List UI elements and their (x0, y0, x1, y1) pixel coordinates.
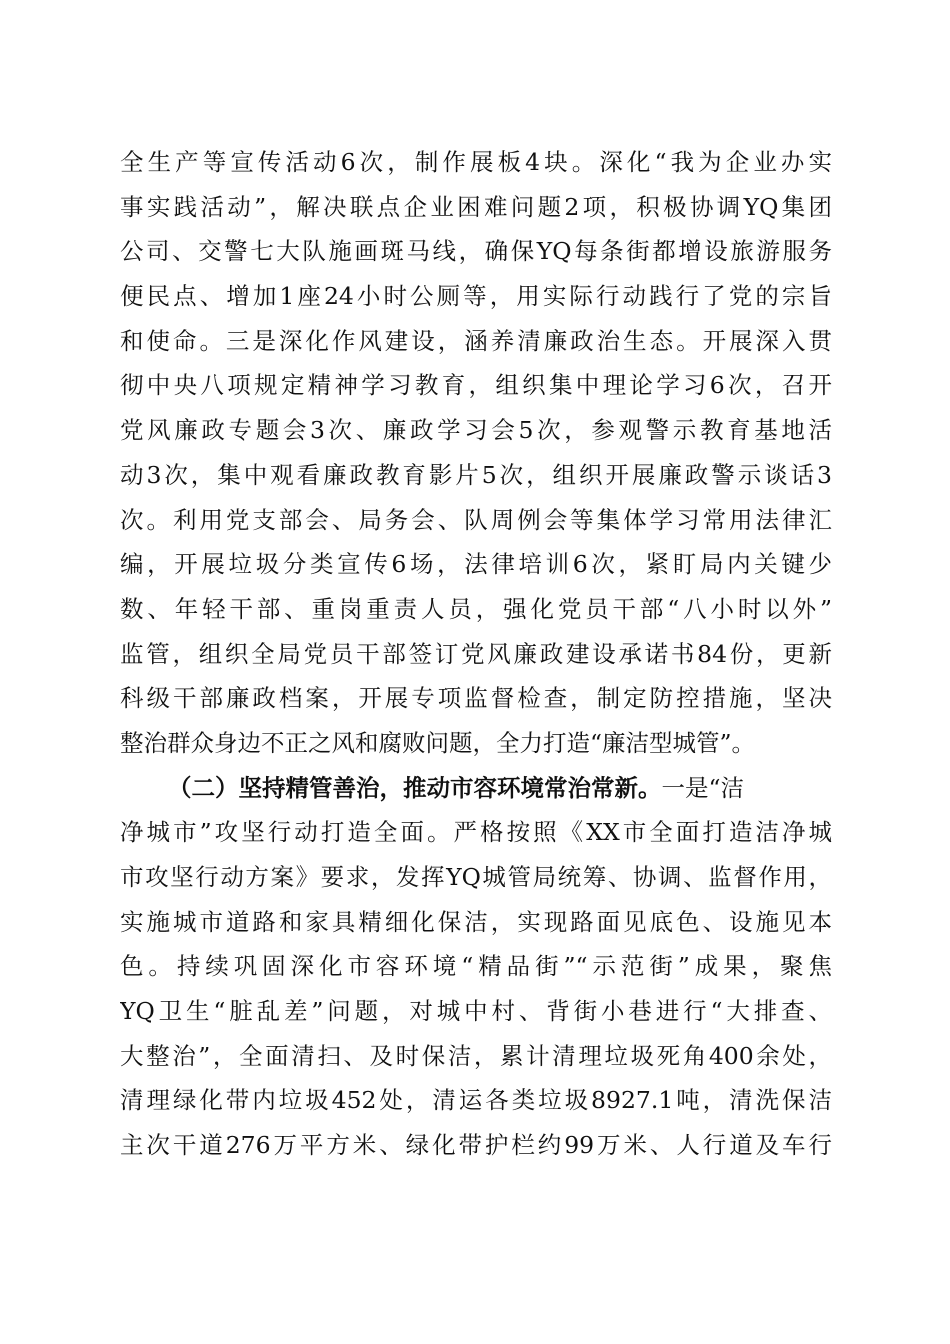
paragraph-line: 科级干部廉政档案，开展专项监督检查，制定防控措施，坚决 (120, 684, 832, 713)
paragraph-line: 市攻坚行动方案》要求，发挥YQ城管局统筹、协调、监督作用， (120, 863, 832, 891)
paragraph-line: 数、年轻干部、重岗重责人员，强化党员干部“八小时以外” (120, 594, 832, 623)
paragraph-line: 事实践活动”，解决联点企业困难问题2项，积极协调YQ集团 (120, 192, 832, 221)
section-first-line-rest: 一是“洁 (661, 773, 745, 802)
paragraph-line: 便民点、增加1座24小时公厕等，用实际行动践行了党的宗旨 (120, 282, 832, 311)
section-heading: （二）坚持精管善治，推动市容环境常治常新。 (168, 773, 662, 802)
paragraph-line: 彻中央八项规定精神学习教育，组织集中理论学习6次，召开 (120, 371, 832, 400)
paragraph-line: 色。持续巩固深化市容环境“精品街”“示范街”成果，聚焦 (120, 952, 832, 981)
paragraph-line: 净城市”攻坚行动打造全面。严格按照《XX市全面打造洁净城 (120, 818, 832, 847)
paragraph-line: 监管，组织全局党员干部签订党风廉政建设承诺书84份，更新 (120, 639, 832, 668)
section-first-line (120, 766, 832, 811)
paragraph-line: 大整治”，全面清扫、及时保洁，累计清理垃圾死角400余处， (120, 1041, 832, 1070)
paragraph-line: 全生产等宣传活动6次，制作展板4块。深化“我为企业办实 (120, 148, 832, 176)
paragraph-line: YQ卫生“脏乱差”问题，对城中村、背街小巷进行“大排查、 (120, 997, 832, 1026)
paragraph-line: 清理绿化带内垃圾452处，清运各类垃圾8927.1吨，清洗保洁 (120, 1086, 832, 1115)
document-body (120, 140, 832, 1168)
paragraph-line: 编，开展垃圾分类宣传6场，法律培训6次，紧盯局内关键少 (120, 550, 832, 579)
paragraph-line: 和使命。三是深化作风建设，涵养清廉政治生态。开展深入贯 (120, 326, 832, 355)
paragraph-line: 党风廉政专题会3次、廉政学习会5次，参观警示教育基地活 (120, 416, 832, 445)
paragraph-line: 整治群众身边不正之风和腐败问题，全力打造“廉洁型城管”。 (120, 728, 756, 757)
paragraph-line: 主次干道276万平方米、绿化带护栏约99万米、人行道及车行 (120, 1131, 832, 1160)
paragraph-line: 次。利用党支部会、局务会、队周例会等集体学习常用法律汇 (120, 505, 832, 534)
paragraph-line: 实施城市道路和家具精细化保洁，实现路面见底色、设施见本 (120, 907, 832, 936)
paragraph-line: 公司、交警七大队施画斑马线，确保YQ每条街都增设旅游服务 (120, 237, 832, 266)
paragraph-line: 动3次，集中观看廉政教育影片5次，组织开展廉政警示谈话3 (120, 460, 832, 489)
